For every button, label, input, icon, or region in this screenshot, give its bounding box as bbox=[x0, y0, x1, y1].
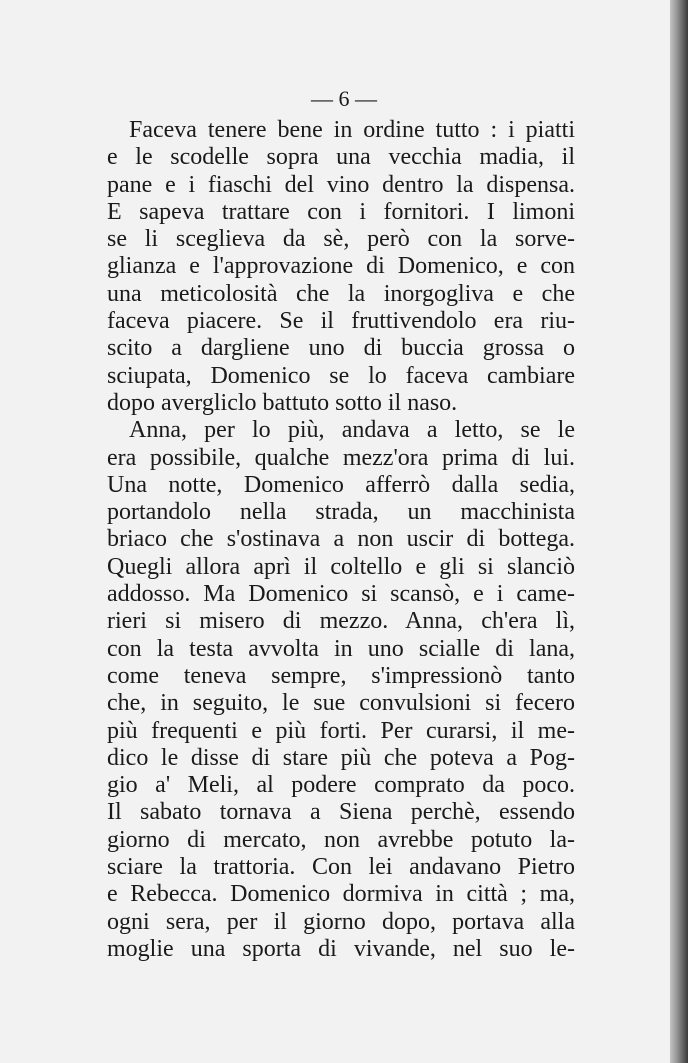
page-edge bbox=[670, 0, 688, 1063]
text-line: E sapeva trattare con i fornitori. I limoni bbox=[107, 198, 575, 225]
text-line: se li sceglieva da sè, però con la sorve- bbox=[107, 226, 575, 253]
text-line: portandolo nella strada, un macchinista bbox=[107, 499, 575, 526]
text-line: giorno di mercato, non avrebbe potuto la- bbox=[107, 826, 575, 853]
page-number: — 6 — bbox=[311, 86, 377, 111]
text-line: Faceva tenere bene in ordine tutto : i piatti bbox=[129, 117, 575, 143]
text-line: Quegli allora aprì il coltello e gli si slanciò bbox=[107, 553, 575, 580]
text-line: più frequenti e più forti. Per curarsi, il me- bbox=[107, 717, 575, 744]
text-line: e le scodelle sopra una vecchia madia, il bbox=[107, 144, 575, 171]
text-line: pane e i fiaschi del vino dentro la dispensa. bbox=[107, 171, 575, 198]
text-line: scito a dargliene uno di buccia grossa o bbox=[107, 335, 575, 362]
text-line: una meticolosità che la inorgogliva e che bbox=[107, 280, 575, 307]
text-line: rieri si misero di mezzo. Anna, ch'era lì, bbox=[107, 608, 575, 635]
text-line: che, in seguito, le sue convulsioni si fecero bbox=[107, 690, 575, 717]
text-line: era possibile, qualche mezz'ora prima di lui. bbox=[107, 444, 575, 471]
text-line: glianza e l'approvazione di Domenico, e con bbox=[107, 253, 575, 280]
text-line: sciupata, Domenico se lo faceva cambiare bbox=[107, 362, 575, 389]
text-line: Una notte, Domenico afferrò dalla sedia, bbox=[107, 471, 575, 498]
text-line: Il sabato tornava a Siena perchè, essendo bbox=[107, 799, 575, 826]
text-line: faceva piacere. Se il fruttivendolo era riu- bbox=[107, 308, 575, 335]
text-line: moglie una sporta di vivande, nel suo le- bbox=[107, 935, 575, 962]
text-line: sciare la trattoria. Con lei andavano Pietro bbox=[107, 854, 575, 881]
text-line: con la testa avvolta in uno scialle di lana, bbox=[107, 635, 575, 662]
text-line: dico le disse di stare più che poteva a Pog- bbox=[107, 744, 575, 771]
text-line: e Rebecca. Domenico dormiva in città ; ma, bbox=[107, 881, 575, 908]
text-line: come teneva sempre, s'impressionò tanto bbox=[107, 662, 575, 689]
text-line: dopo avergliclo battuto sotto il naso. bbox=[107, 389, 458, 416]
page-text bbox=[107, 117, 575, 963]
text-line: briaco che s'ostinava a non uscir di bottega. bbox=[107, 526, 575, 553]
text-line: addosso. Ma Domenico si scansò, e i came- bbox=[107, 581, 575, 608]
text-line: ogni sera, per il giorno dopo, portava alla bbox=[107, 908, 575, 935]
text-line: Anna, per lo più, andava a letto, se le bbox=[129, 417, 575, 444]
text-line: gio a' Meli, al podere comprato da poco. bbox=[107, 772, 575, 799]
